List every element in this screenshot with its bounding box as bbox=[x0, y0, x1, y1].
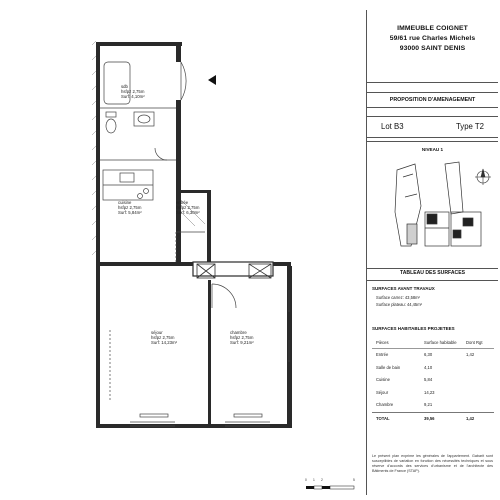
scale-label-0: 0 bbox=[305, 478, 307, 482]
cuisine-surface: Surf: 5,84m² bbox=[118, 210, 142, 216]
sejour-surface: Surf: 14,23m² bbox=[151, 340, 178, 346]
cell-surface: 6,30 bbox=[424, 352, 433, 357]
scale-bar bbox=[306, 482, 356, 492]
north-arrow-icon bbox=[475, 169, 491, 185]
chambre-surface: Surf: 9,21m² bbox=[230, 340, 254, 346]
sejour-height: hsfpz 2,75m bbox=[151, 335, 175, 341]
cell-surface: 14,23 bbox=[424, 389, 435, 395]
col-pieces: Pièces bbox=[376, 340, 389, 345]
building-address: 59/61 rue Charles Michels bbox=[389, 35, 476, 42]
level-plan bbox=[367, 141, 498, 269]
room-label-sejour bbox=[151, 330, 177, 346]
chambre-name: chambre bbox=[230, 330, 247, 335]
cell-room: Cuisine bbox=[376, 377, 390, 383]
level-title: NIVEAU 1 bbox=[421, 147, 444, 152]
room-label-cuisine bbox=[118, 200, 142, 216]
table-row bbox=[372, 349, 494, 362]
projected-title: SURFACES HABITABLES PROJETEES bbox=[372, 326, 455, 331]
cell-room: Séjour bbox=[376, 389, 389, 395]
disclaimer-note: Le présent plan exprime les générales de l'appartement. Gabarit sont susceptibles de variation en fonction des nécessités techniques et sous réserve d'accords des services d'urbanisme et de l'architecte des Bâtiments de France (STAP). bbox=[372, 454, 493, 474]
table-row bbox=[372, 362, 494, 375]
title-block bbox=[366, 10, 498, 495]
col-rgt: Dont Rgt bbox=[466, 340, 483, 345]
lot-info bbox=[367, 116, 498, 138]
sdb-height: hsfpz 2,75m bbox=[121, 89, 145, 95]
surfaces-title: TABLEAU DES SURFACES bbox=[367, 266, 498, 281]
scale-label-1: 1 bbox=[313, 478, 315, 482]
cell-rgt: 1,42 bbox=[466, 352, 475, 357]
cell-surface: 5,84 bbox=[424, 377, 433, 383]
room-label-sdb bbox=[121, 84, 145, 100]
table-row bbox=[372, 399, 494, 412]
col-surface: Surface habitable bbox=[424, 340, 457, 345]
sdb-name: sdb bbox=[121, 84, 128, 89]
before-works-carrez: Surface carrez: 43,58m² bbox=[376, 295, 420, 300]
scale-label-5: 5 bbox=[353, 478, 355, 482]
cell-surface: 9,21 bbox=[424, 402, 433, 408]
surfaces-table bbox=[372, 338, 494, 424]
building-name: IMMEUBLE COIGNET bbox=[397, 25, 468, 32]
cuisine-name: cuisine bbox=[118, 200, 132, 205]
table-row bbox=[372, 374, 494, 387]
proposal-title: PROPOSITION D'AMENAGEMENT bbox=[367, 92, 498, 108]
sdb-surface: Surf: 4,10m² bbox=[121, 94, 145, 100]
chambre-height: hsfpz 2,75m bbox=[230, 335, 254, 341]
sejour-name: séjour bbox=[151, 330, 163, 335]
cell-room: Salle de bain bbox=[376, 364, 401, 370]
cuisine-height: hsfpz 2,75m bbox=[118, 205, 142, 211]
table-row bbox=[372, 387, 494, 400]
scale-label-2: 2 bbox=[321, 478, 323, 482]
before-works-title: SURFACES AVANT TRAVAUX bbox=[372, 286, 435, 291]
lot-label: Lot B3 bbox=[381, 122, 404, 131]
building-city: 93000 SAINT DENIS bbox=[399, 45, 466, 52]
entree-height: hsfpz 2,75m bbox=[176, 205, 200, 211]
total-surface: 39,56 bbox=[424, 415, 435, 421]
cell-room: Entrée bbox=[376, 352, 389, 357]
table-header bbox=[372, 338, 494, 349]
building-header bbox=[367, 10, 498, 83]
total-rgt: 1,42 bbox=[466, 415, 475, 421]
level-key-plan bbox=[367, 142, 498, 268]
cell-room: Chambre bbox=[376, 402, 394, 408]
lot-type: Type T2 bbox=[455, 122, 484, 131]
room-label-entree bbox=[176, 200, 200, 216]
entrance-arrow-icon bbox=[208, 75, 216, 85]
walls bbox=[96, 42, 292, 428]
table-total-row bbox=[372, 412, 494, 424]
entree-name: entrée bbox=[176, 200, 189, 205]
room-label-chambre bbox=[230, 330, 254, 346]
total-label: TOTAL bbox=[376, 415, 390, 421]
cell-surface: 4,10 bbox=[424, 364, 433, 370]
entree-surface: Surf: 6,30m² bbox=[176, 210, 200, 216]
before-works-plateau: Surface plateau: 44,45m² bbox=[376, 302, 422, 307]
